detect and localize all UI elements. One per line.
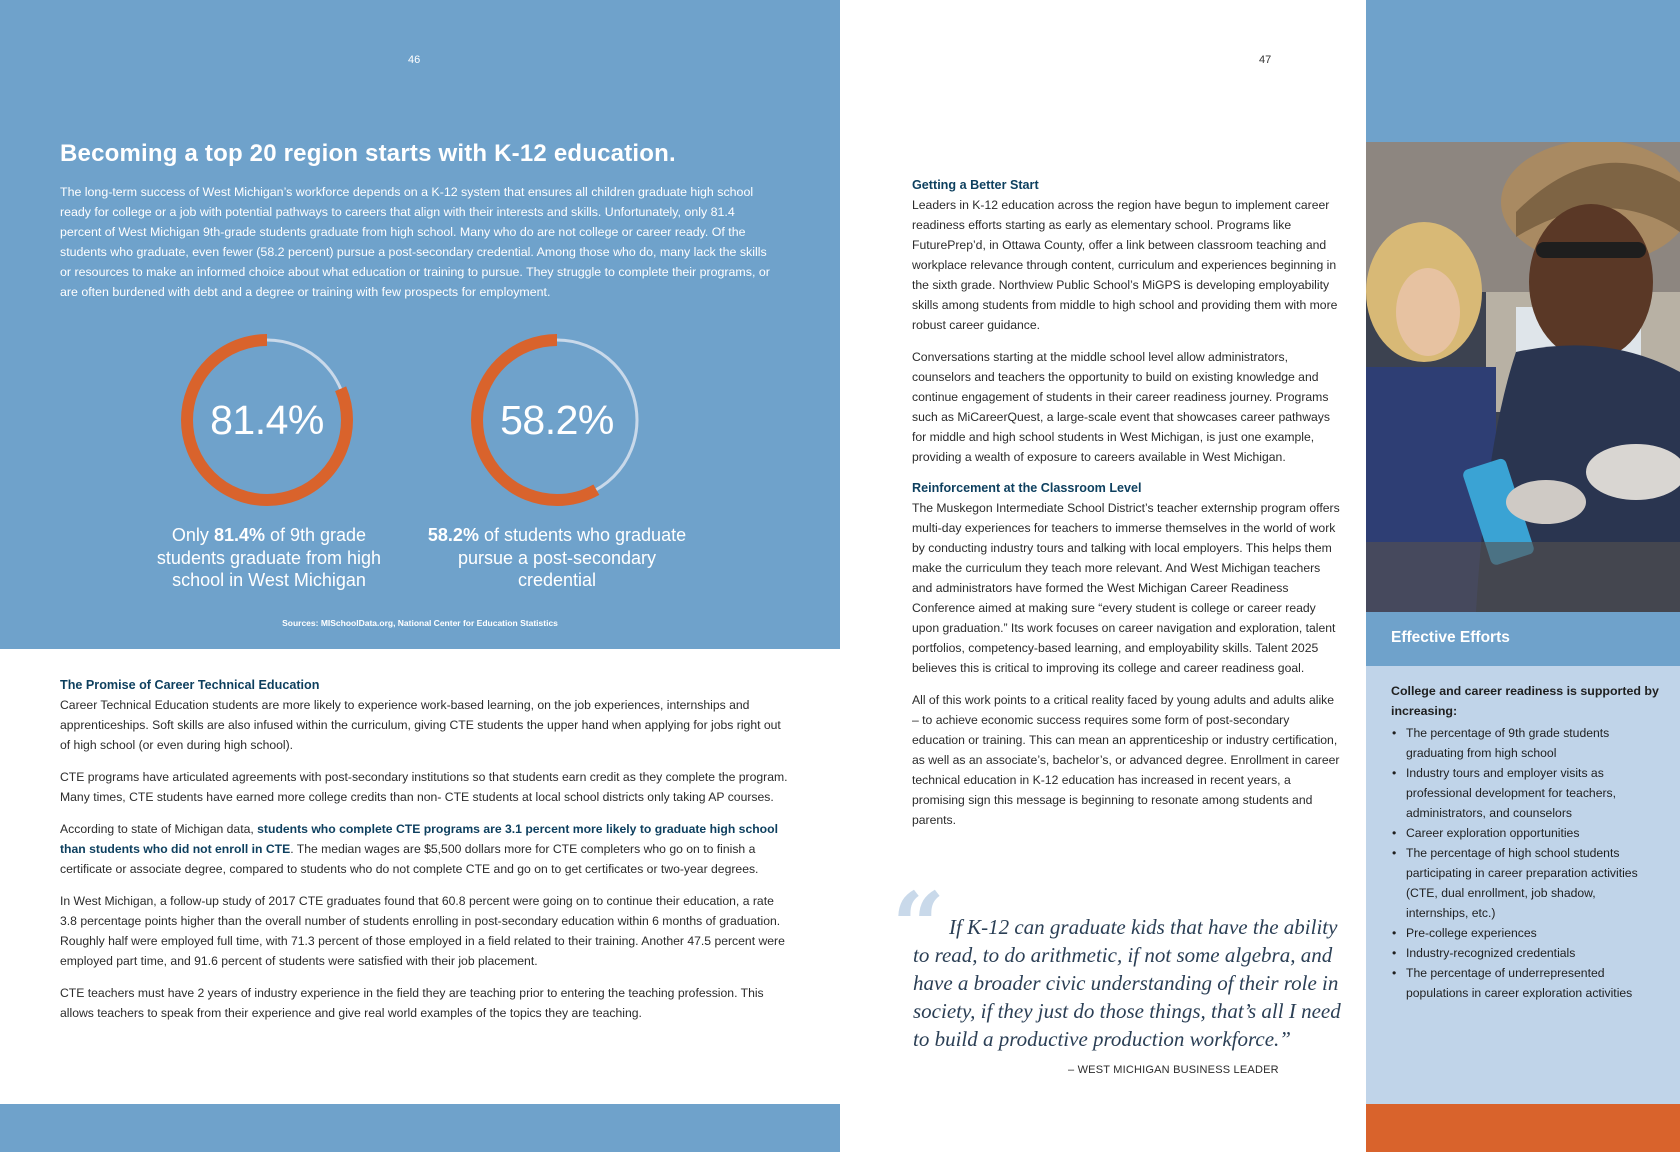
postsecondary-rate-value: 58.2%	[500, 396, 614, 443]
sidebar-title: Effective Efforts	[1366, 612, 1680, 666]
caption-highlight: 81.4%	[213, 525, 265, 545]
quote-attribution: – WEST MICHIGAN BUSINESS LEADER	[1068, 1064, 1279, 1076]
list-item: • The percentage of high school students participating in career preparation activities (CTE, dual enrollment, job shadow, internships, etc.)	[1391, 843, 1660, 923]
sidebar-footer-band	[1366, 1104, 1680, 1152]
middle-school-paragraph: Conversations starting at the middle school level allow administrators, counselors and teachers the opportunity to build on existing knowledge and continue engagement of students in their career readiness journey. Programs such as MiCareerQuest, a large-scale event that showcases career pathways for middle and high school students in West Michigan, is just one example, providing a wealth of exposure to careers available in West Michigan.	[912, 350, 1330, 464]
stats-row	[0, 330, 840, 600]
right-article	[912, 176, 1342, 842]
sidebar-list	[1391, 723, 1660, 1003]
pull-quote	[913, 913, 1353, 1053]
cte-section	[60, 676, 790, 1035]
caption-suffix: of students who graduate pursue a post-secondary credential	[457, 525, 687, 590]
cte-paragraph-1: Career Technical Education students are more likely to experience work-based learning, on the job experiences, internships and apprenticeships. Soft skills are also infused within the curriculum, giving CTE students the upper hand when applying for jobs right out of high school (or even during high school).	[60, 698, 781, 752]
list-item: • Career exploration opportunities	[1391, 823, 1660, 843]
intro-paragraph: The long-term success of West Michigan’s workforce depends on a K-12 system that ensures all children graduate high school ready for college or a job with potential pathways to careers that align with their interests and skills. Unfortunately, only 81.4 percent of West Michigan 9th-grade students graduate from high school. Many who do are not college or career ready. Of the students who graduate, even fewer (58.2 percent) pursue a post-secondary credential. Among those who do, many lack the skills or resources to make an informed choice about what education or training to pursue. They struggle to complete their programs, or are often burdened with debt and a degree or training with few prospects for employment.	[60, 185, 770, 299]
cte-paragraph-2: CTE programs have articulated agreements with post-secondary institutions so that students earn credit as they complete the program. Many times, CTE students have earned more college credits than non- CTE students at local school districts only taking AP courses.	[60, 770, 788, 804]
sidebar-panel	[1366, 666, 1680, 1104]
students-photo-illustration	[1366, 142, 1680, 612]
left-footer-band	[0, 1104, 840, 1152]
caption-prefix: Only	[171, 525, 214, 545]
better-start-paragraph: Leaders in K-12 education across the region have begun to implement career readiness efforts starting as early as elementary school. Programs like FuturePrep’d, in Ottawa County, offer a link between classroom teaching and workplace relevance through content, curriculum and experiences beginning in the sixth grade. Northview Public School’s MiGPS is developing employability skills among students from middle to high school and providing them with more robust career guidance.	[912, 198, 1338, 332]
caption-suffix: of 9th grade students graduate from high school in West Michigan	[156, 525, 382, 590]
critical-reality-paragraph: All of this work points to a critical reality faced by young adults and adults alike – to achieve economic success requires some form of post-secondary education or training. This can mean an apprenticeship or industry certification, as well as an associate’s, bachelor’s, or advanced degree. Enrollment in career technical education in K-12 education has increased in recent years, a promising sign this message is beginning to resonate among students and parents.	[912, 693, 1340, 827]
list-item: • Industry tours and employer visits as professional development for teachers, administrators, and counselors	[1391, 763, 1660, 823]
sources-note: Sources: MISchoolData.org, National Center for Education Statistics	[282, 618, 558, 628]
graduation-rate-value: 81.4%	[210, 396, 324, 443]
better-start-title: Getting a Better Start	[912, 178, 1039, 192]
caption-highlight: 58.2%	[427, 525, 479, 545]
para-text: . The median wages are $5,500 dollars more for CTE completers who go on to finish a certificate or associate degree, compared to students who do not complete CTE and go on to get certificates or two-year degrees.	[60, 842, 759, 876]
page-number-right: 47	[1259, 54, 1272, 66]
graduation-rate-ring	[177, 330, 357, 510]
page-headline: Becoming a top 20 region starts with K-12 education.	[60, 140, 676, 167]
sidebar-top-band	[1366, 0, 1680, 142]
cte-paragraph-5: CTE teachers must have 2 years of industry experience in the field they are teaching prior to entering the teaching profession. This allows teachers to speak from their experience and give real world examples of the topics they are teaching.	[60, 986, 764, 1020]
list-item: • Industry-recognized credentials	[1391, 943, 1660, 963]
postsecondary-rate-ring	[467, 330, 647, 510]
pull-quote-text: If K-12 can graduate kids that have the ability to read, to do arithmetic, if not some algebra, and have a broader civic understanding of their role in society, if they just do those things, that’s all I need to build a productive production workforce.”	[913, 915, 1341, 1051]
cte-paragraph-3	[60, 819, 790, 879]
postsecondary-rate-caption	[427, 524, 687, 592]
classroom-level-paragraph: The Muskegon Intermediate School District’s teacher externship program offers multi-day experiences for teachers to immerse themselves in the world of work by conducting industry tours and talking with local employers. This helps them make the curriculum they teach more relevant. And West Michigan teachers and administrators have formed the West Michigan Career Readiness Conference aimed at making sure “every student is college or career ready upon graduation.” Its work focuses on career navigation and exploration, talent portfolios, competency-based learning, and employability skills. Talent 2025 believes this is critical to improving its college and career readiness goal.	[912, 501, 1340, 675]
list-item: • Pre-college experiences	[1391, 923, 1660, 943]
page-number-left: 46	[408, 54, 421, 66]
list-item: • The percentage of underrepresented populations in career exploration activities	[1391, 963, 1660, 1003]
classroom-level-title: Reinforcement at the Classroom Level	[912, 481, 1142, 495]
sidebar-lead: College and career readiness is supported by increasing:	[1391, 684, 1659, 718]
quote-mark-icon: “	[892, 872, 945, 980]
cte-paragraph-4: In West Michigan, a follow-up study of 2017 CTE graduates found that 60.8 percent were going on to continue their education, a rate 3.8 percentage points higher than the overall number of students enrolling in post-secondary education within 6 months of graduation. Roughly half were employed full time, with 71.3 percent of those employed in a field related to their training. Another 47.5 percent were employed part time, and 91.6 percent of students were satisfied with their job placement.	[60, 894, 785, 968]
para-highlight: students who complete CTE programs are 3.1 percent more likely to graduate high school than students who did not enroll in CTE	[60, 822, 778, 856]
students-photo	[1366, 142, 1680, 612]
cte-section-title: The Promise of Career Technical Education	[60, 678, 320, 692]
graduation-rate-caption	[139, 524, 399, 592]
para-text: According to state of Michigan data,	[60, 822, 258, 836]
list-item: • The percentage of 9th grade students graduating from high school	[1391, 723, 1660, 763]
